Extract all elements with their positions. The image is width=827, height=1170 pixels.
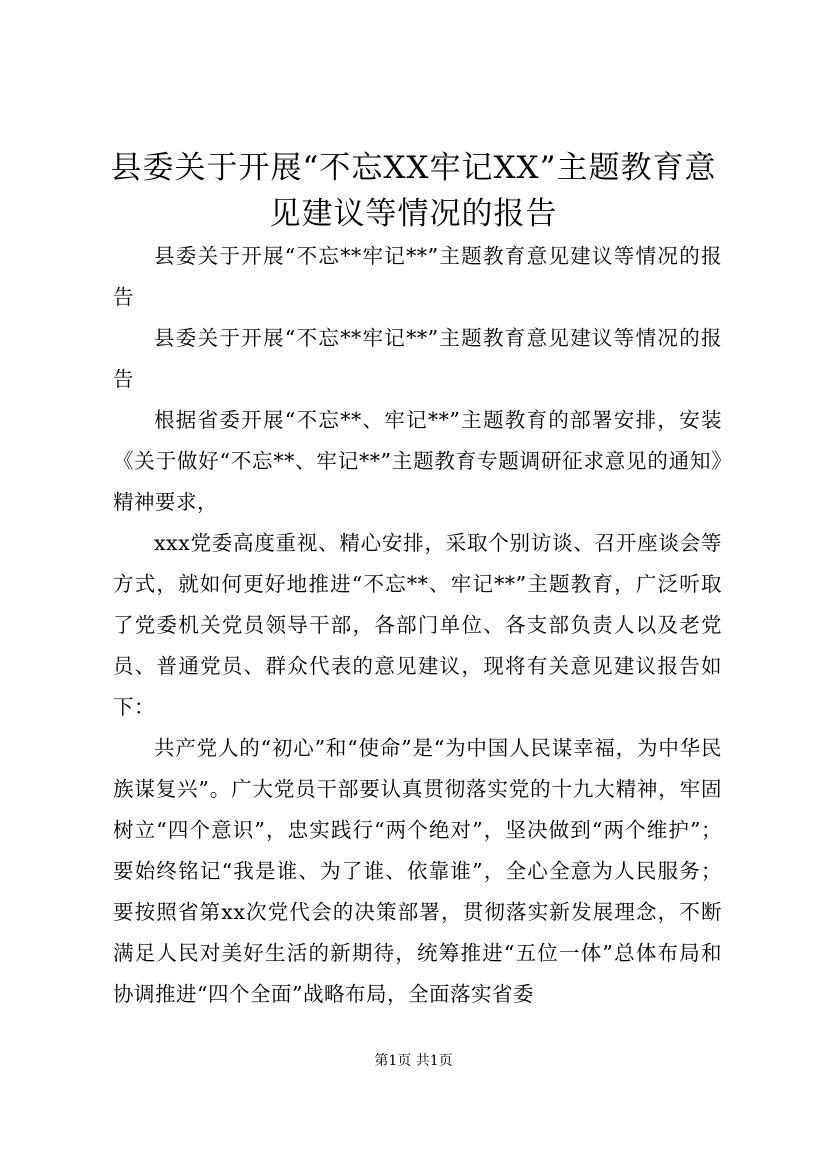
body-paragraph: 县委关于开展“不忘**牢记**”主题教育意见建议等情况的报告 — [113, 326, 722, 391]
document-title: 县委关于开展“不忘XX牢记XX”主题教育意见建议等情况的报告 — [110, 150, 717, 232]
page-footer: 第1页 共1页 — [374, 1053, 453, 1069]
body-paragraph: xxx党委高度重视、精心安排，采取个别访谈、召开座谈会等方式，就如何更好地推进“不忘**、牢记**”主题教育，广泛听取了党委机关党员领导干部，各部门单位、各支部负责人以及老党员、普通党员、群众代表的意见建议，现将有关意见建议报告如下： — [113, 531, 722, 719]
body-paragraph: 根据省委开展“不忘**、牢记**”主题教育的部署安排，安装《关于做好“不忘**、牢记**”主题教育专题调研征求意见的通知》精神要求， — [113, 408, 722, 514]
body-paragraph: 县委关于开展“不忘**牢记**”主题教育意见建议等情况的报告 — [113, 244, 722, 309]
document-body — [113, 236, 722, 1015]
body-paragraph: 共产党人的“初心”和“使命”是“为中国人民谋幸福，为中华民族谋复兴”。广大党员干部要认真贯彻落实党的十九大精神，牢固树立“四个意识”，忠实践行“两个绝对”，坚决做到“两个维护”；要始终铭记“我是谁、为了谁、依靠谁”，全心全意为人民服务；要按照省第xx次党代会的决策部署，贯彻落实新发展理念，不断满足人民对美好生活的新期待，统筹推进“五位一体”总体布局和协调推进“四个全面”战略布局，全面落实省委 — [113, 736, 722, 1006]
